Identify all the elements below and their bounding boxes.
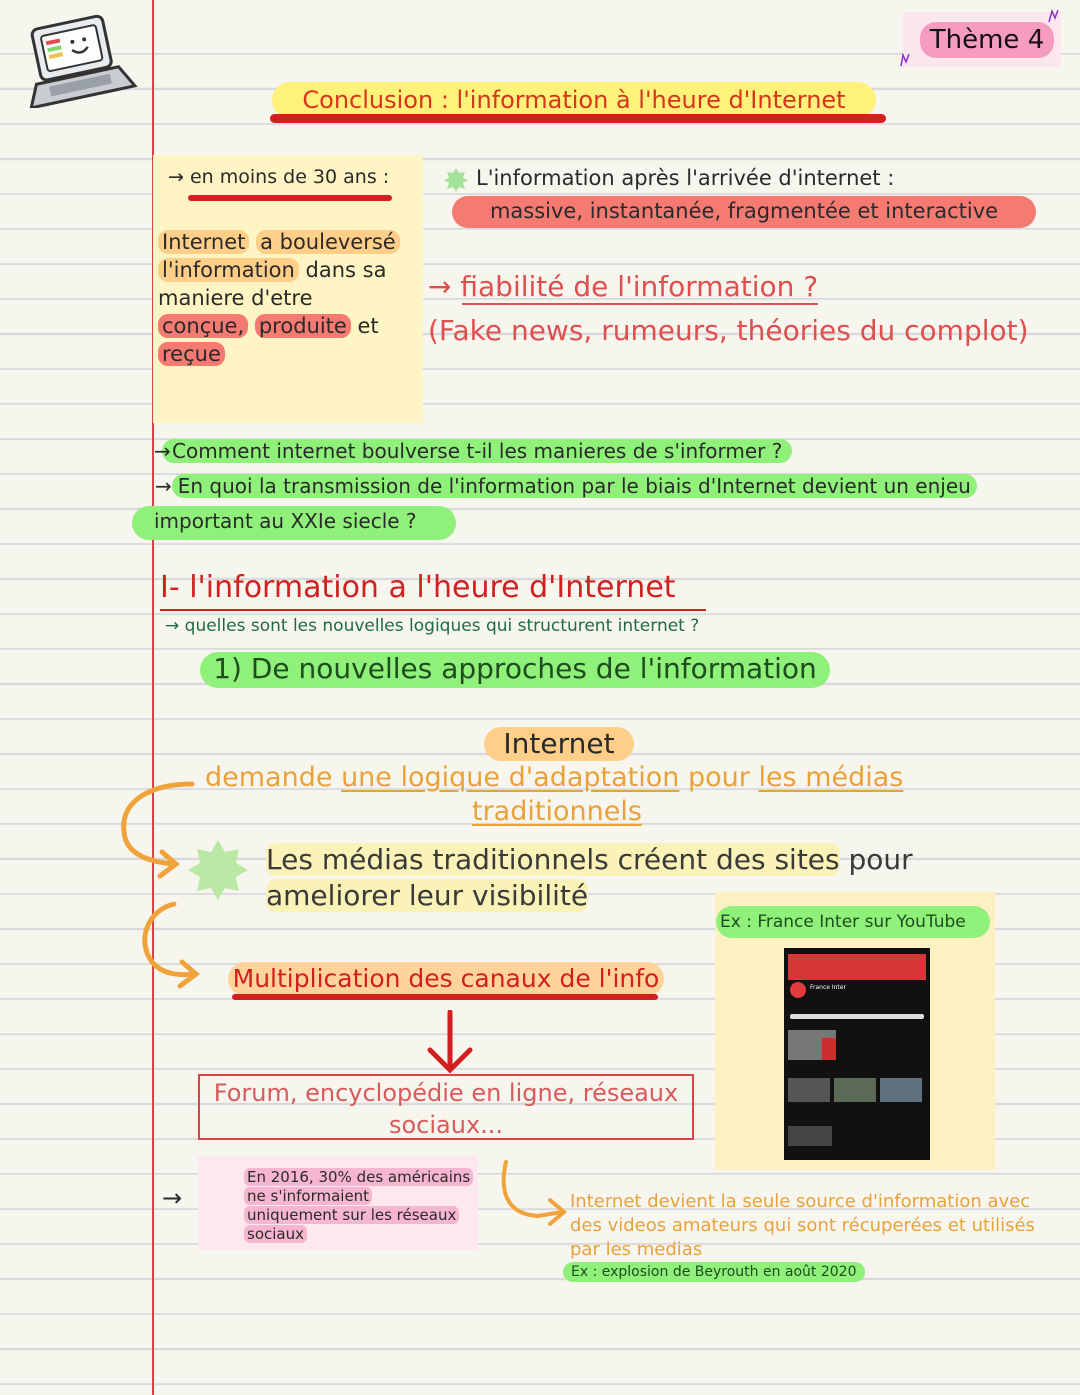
section-title: I- l'information a l'heure d'Internet	[160, 570, 676, 605]
subsection-title: 1) De nouvelles approches de l'information	[200, 652, 830, 688]
question-2-end: important au XXIe siecle ?	[132, 506, 456, 540]
section-subtitle: → quelles sont les nouvelles logiques qui structurent internet ?	[165, 616, 700, 636]
beyrouth-example: Ex : explosion de Beyrouth en août 2020	[563, 1262, 865, 1282]
section-underline	[160, 609, 706, 611]
youtube-screenshot	[784, 948, 930, 1160]
fiabilite-underline	[462, 303, 818, 305]
fake-news-examples: (Fake news, rumeurs, théories du complot)	[428, 314, 1029, 347]
squiggle-icon	[898, 52, 912, 68]
flower-icon	[444, 168, 468, 192]
medias-sites-text: Les médias traditionnels créent des sites pour ameliorer leur visibilité	[266, 843, 913, 912]
seule-source-text: Internet devient la seule source d'information avec des videos amateurs qui sont récuperées et utilisés par les medias	[570, 1191, 1035, 1260]
demande-text: demande une logique d'adaptation pour les médias	[205, 762, 904, 793]
summary-heading: → en moins de 30 ans :	[168, 166, 390, 188]
question-1: → Comment internet boulverse t-il les manieres de s'informer ?	[162, 436, 792, 466]
traditionnels-text: traditionnels	[472, 796, 642, 827]
stat-arrow: →	[162, 1184, 183, 1212]
fiabilite-question: → fiabilité de l'information ?	[428, 270, 819, 303]
stat-text: En 2016, 30% des américains ne s'informaient uniquement sur les réseaux sociaux	[244, 1168, 474, 1244]
example-label: Ex : France Inter sur YouTube	[716, 906, 990, 938]
multiplication-label: Multiplication des canaux de l'info	[228, 962, 664, 996]
theme-badge: Thème 4	[920, 22, 1054, 58]
info-adjectives: massive, instantanée, fragmentée et interactive	[452, 196, 1036, 228]
down-arrow-icon	[424, 1010, 476, 1074]
channel-name: France Inter	[810, 984, 846, 991]
internet-label: Internet	[484, 727, 634, 761]
curved-arrow-icon	[498, 1158, 572, 1228]
page-title: Conclusion : l'information à l'heure d'Internet	[272, 82, 876, 118]
multiplication-underline	[232, 994, 658, 1000]
flower-icon	[188, 840, 248, 900]
info-after-heading: L'information après l'arrivée d'internet :	[476, 166, 895, 190]
heading-underline	[188, 195, 392, 201]
forum-box: Forum, encyclopédie en ligne, réseaux sociaux...	[198, 1074, 694, 1140]
question-2: → En quoi la transmission de l'information par le biais d'Internet devient un enjeu	[155, 470, 1045, 502]
summary-text: Internet a bouleversé l'information dans sa maniere d'etre conçue, produite et reçue	[158, 228, 420, 368]
squiggle-icon	[1046, 8, 1062, 26]
title-underline	[270, 114, 886, 123]
laptop-icon	[24, 8, 142, 108]
